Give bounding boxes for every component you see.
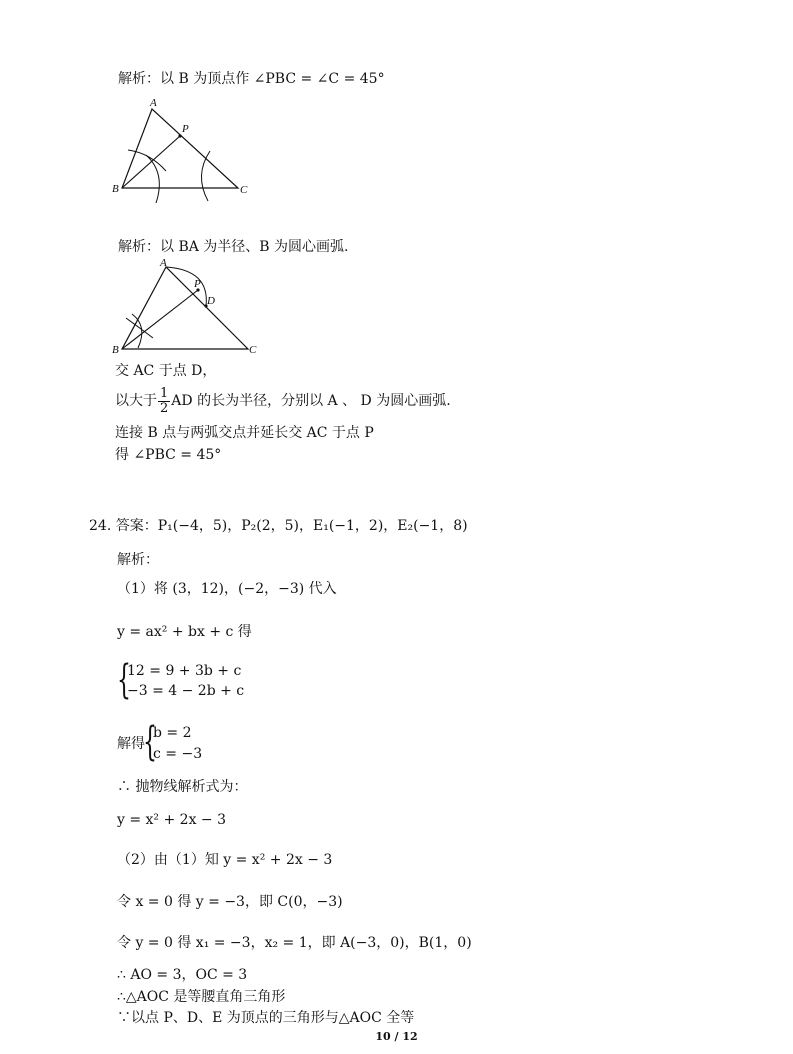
parabola-equation: y = x² + 2x − 3 bbox=[117, 812, 227, 828]
triangle-figure-2 bbox=[108, 256, 273, 360]
let-y-zero: 令 y = 0 得 x₁ = −3，x₂ = 1，即 A(−3，0)，B(1，0) bbox=[117, 935, 472, 951]
q24-analysis-label: 解析： bbox=[117, 552, 159, 568]
solution-b: b = 2 bbox=[153, 725, 192, 741]
fraction-one-half bbox=[158, 387, 170, 416]
label-b: B bbox=[112, 183, 119, 195]
label-d: D bbox=[207, 295, 215, 307]
q24-answer: 24. 答案：P₁(−4，5)，P₂(2，5)，E₁(−1，2)，E₂(−1，8) bbox=[89, 518, 468, 534]
solution-label: 解得 bbox=[117, 736, 145, 752]
therefore-parabola: ∴ 抛物线解析式为： bbox=[117, 779, 248, 795]
analysis-line-arc: 解析：以 BA 为半径、B 为圆心画弧. bbox=[118, 239, 349, 255]
let-x-zero: 令 x = 0 得 y = −3，即 C(0，−3) bbox=[117, 894, 343, 910]
therefore-isosceles: ∴△AOC 是等腰直角三角形 bbox=[117, 989, 286, 1005]
system-solution bbox=[143, 719, 223, 765]
system1-row2: −3 = 4 − 2b + c bbox=[127, 683, 245, 699]
system-equations-1 bbox=[117, 657, 257, 703]
label-c: C bbox=[240, 184, 248, 196]
segment-bp bbox=[122, 136, 180, 188]
segment-bp-2 bbox=[122, 290, 198, 349]
triangle-abc-2 bbox=[122, 267, 248, 349]
text-radius-post: AD 的长为半径，分别以 A 、 D 为圆心画弧. bbox=[171, 393, 451, 409]
triangle-figure-2-svg bbox=[108, 256, 273, 360]
analysis-line-angle: 解析：以 B 为顶点作 ∠PBC = ∠C = 45° bbox=[118, 71, 385, 87]
fraction-denominator: 2 bbox=[160, 400, 169, 416]
text-radius-pre: 以大于 bbox=[115, 393, 157, 409]
text-connect-b: 连接 B 点与两弧交点并延长交 AC 于点 P bbox=[115, 425, 374, 441]
label-a: A bbox=[150, 97, 157, 109]
label-p-2: P bbox=[194, 278, 201, 290]
text-radius-half-ad bbox=[115, 384, 451, 418]
triangle-abc bbox=[122, 109, 238, 188]
q24-eq-general: y = ax² + bx + c 得 bbox=[117, 624, 252, 640]
label-p: P bbox=[182, 123, 189, 135]
q24-step1: （1）将 (3，12)，(−2，−3) 代入 bbox=[117, 581, 337, 597]
brace-left-1: { bbox=[117, 657, 131, 703]
arc-d-small bbox=[132, 314, 142, 348]
because-congruent: ∵以点 P、D、E 为顶点的三角形与△AOC 全等 bbox=[117, 1010, 415, 1026]
solution-c: c = −3 bbox=[153, 746, 203, 762]
label-c-2: C bbox=[249, 344, 257, 356]
arc-c bbox=[201, 151, 210, 201]
triangle-figure-1 bbox=[108, 95, 258, 210]
text-intersect-d: 交 AC 于点 D， bbox=[115, 363, 217, 379]
therefore-ao-oc: ∴ AO = 3，OC = 3 bbox=[117, 967, 248, 983]
fraction-numerator: 1 bbox=[160, 385, 169, 401]
q24-step2: （2）由（1）知 y = x² + 2x − 3 bbox=[117, 852, 333, 868]
triangle-figure-1-svg bbox=[108, 95, 258, 210]
label-b-2: B bbox=[112, 344, 119, 356]
system1-row1: 12 = 9 + 3b + c bbox=[127, 663, 242, 679]
text-angle-result: 得 ∠PBC = 45° bbox=[115, 447, 222, 463]
brace-left-2: { bbox=[143, 719, 157, 765]
page-number: 10 / 12 bbox=[375, 1030, 418, 1043]
label-a-2: A bbox=[160, 257, 167, 269]
